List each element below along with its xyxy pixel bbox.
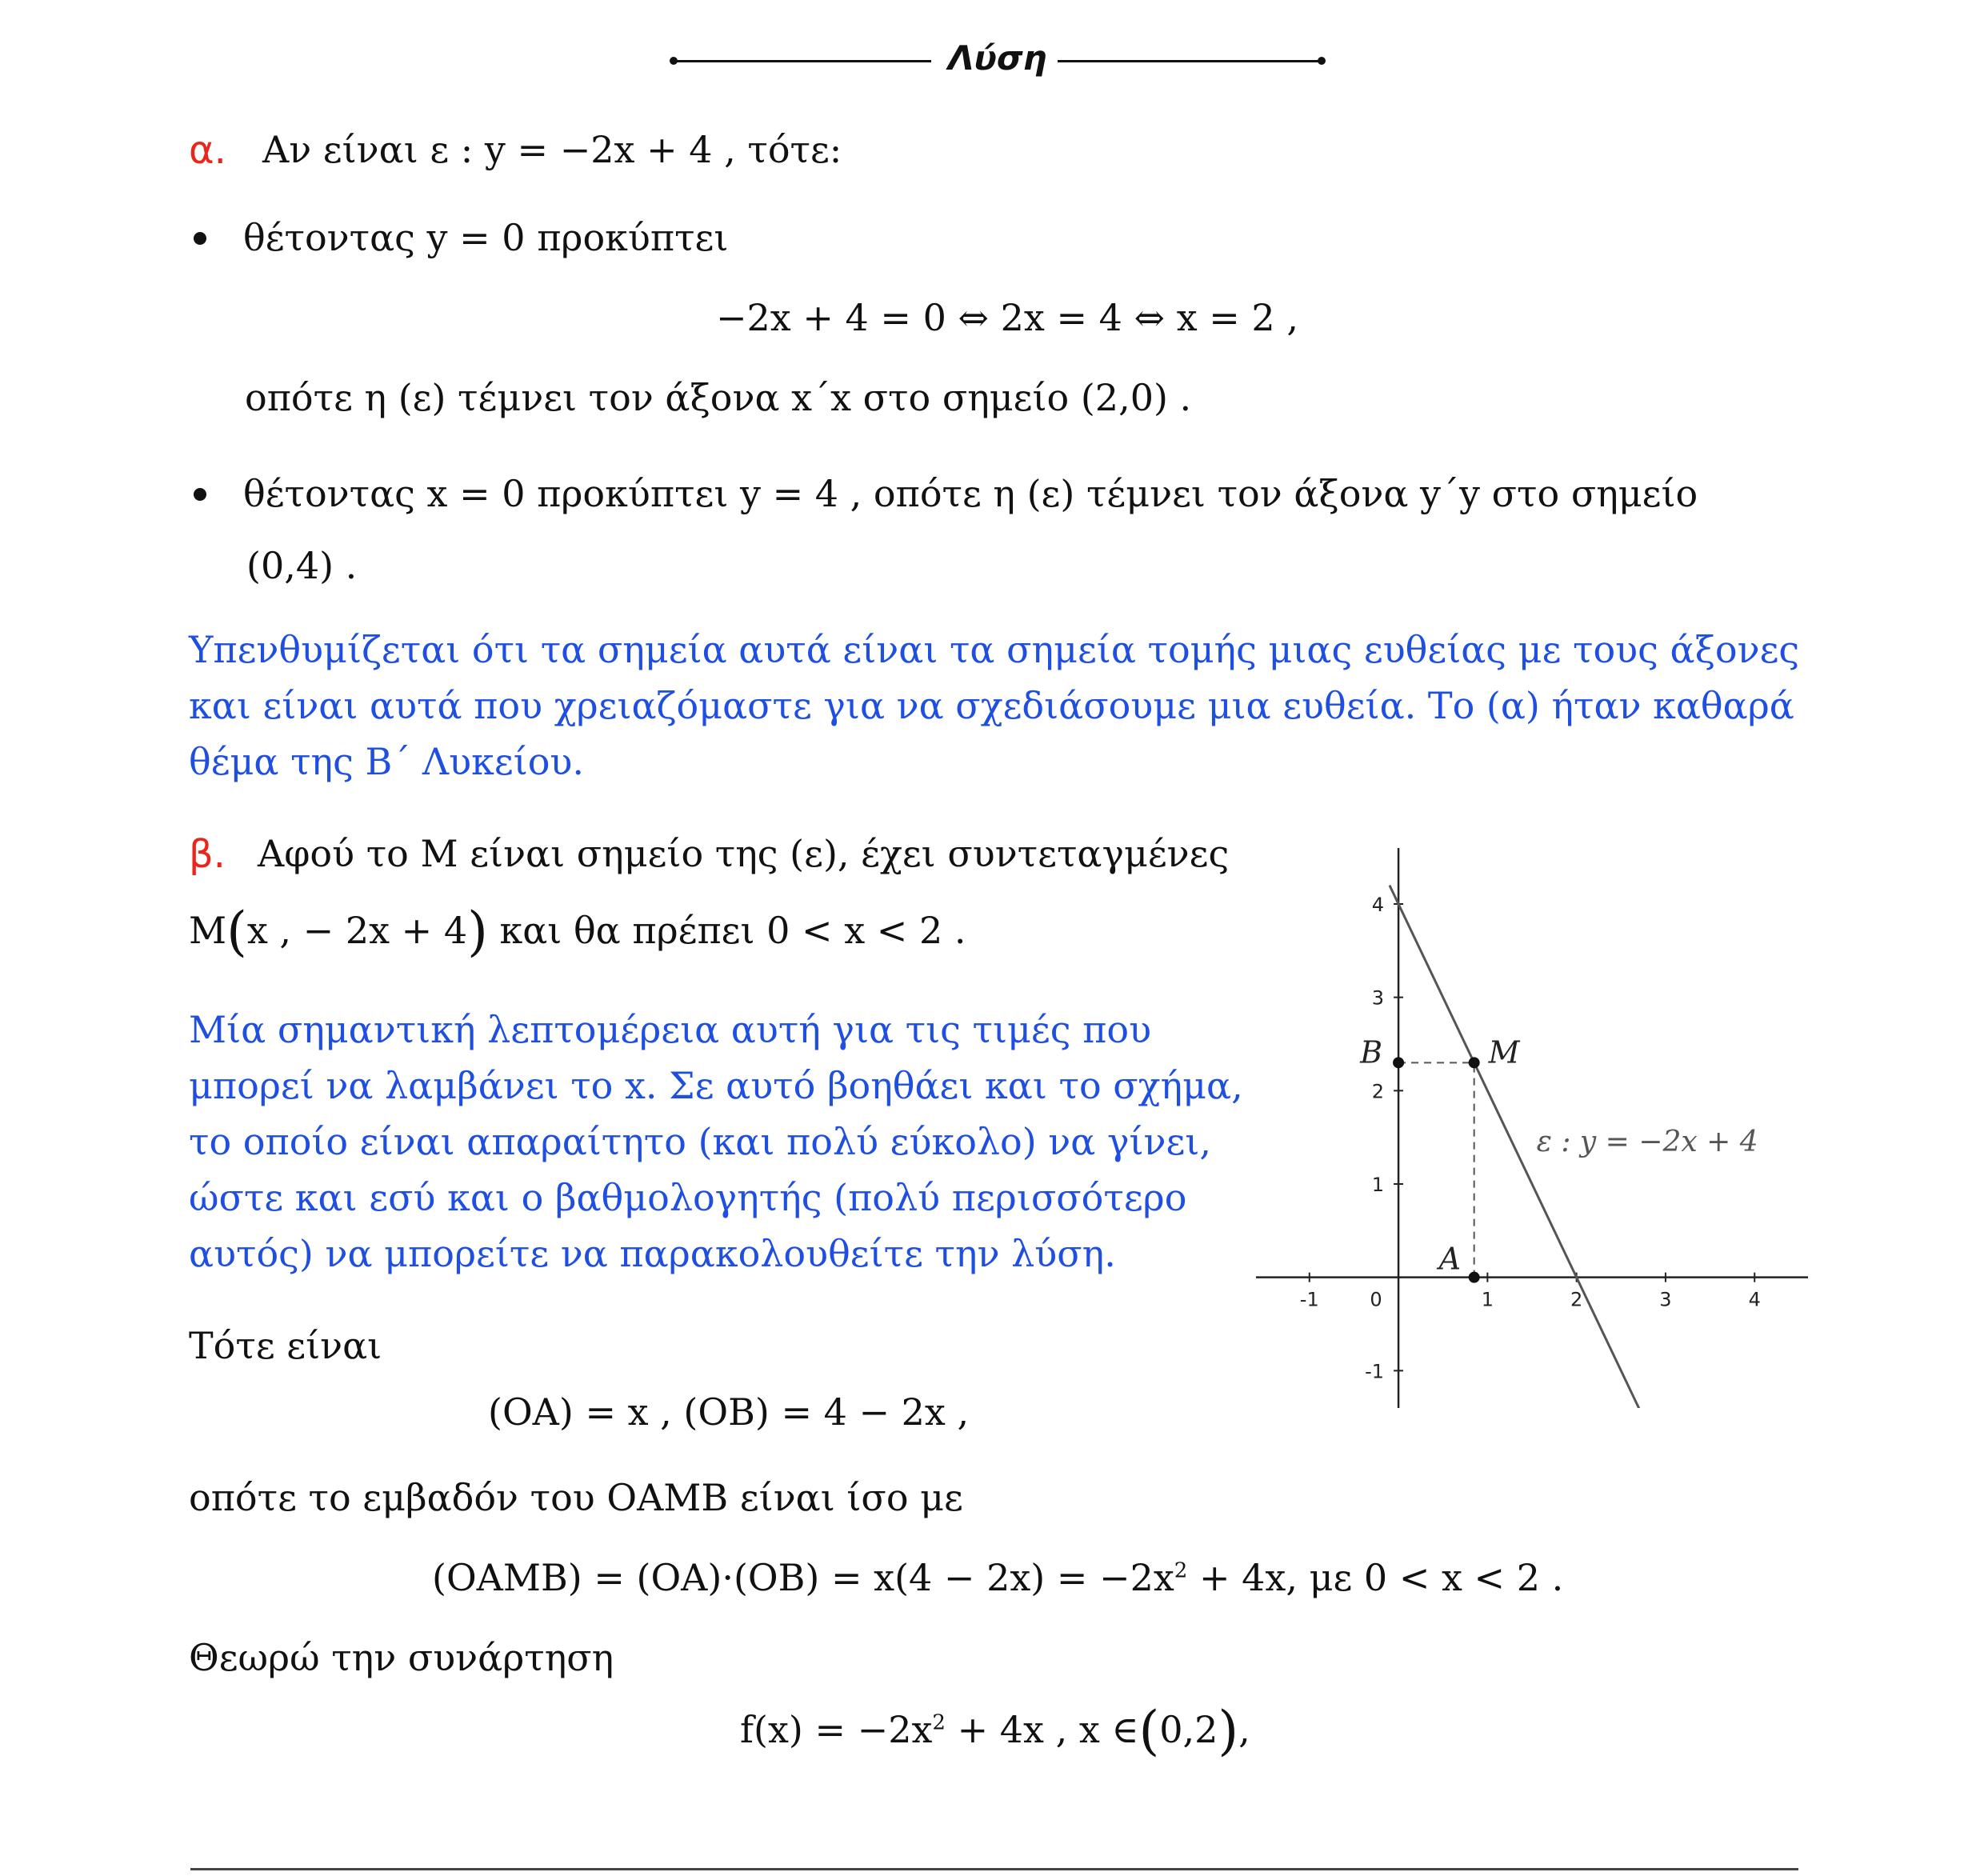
y-tick-label: -1 <box>1365 1360 1385 1383</box>
header-right-rule <box>1058 60 1322 62</box>
footer-rule <box>190 1868 1798 1870</box>
point-m-label: M <box>189 909 227 952</box>
line-graph <box>1256 848 1808 1408</box>
then-text: Τότε είναι <box>189 1324 382 1367</box>
area-equation: (OAMB) = $(OA)\cdot(OB) = x(4 - 2x) = -2x^2 + 4x$, με 0 < x < 2 . <box>432 1556 1564 1599</box>
x-tick-label: 1 <box>1481 1288 1494 1311</box>
point-label-b: B <box>1360 1034 1383 1070</box>
x-tick-label: 2 <box>1570 1288 1583 1311</box>
consider-text: Θεωρώ την συνάρτηση <box>189 1636 614 1679</box>
x-tick-label: -1 <box>1299 1288 1319 1311</box>
point-a <box>1469 1272 1480 1283</box>
guide-lines <box>1398 1062 1474 1277</box>
bullet2-text: θέτοντας x = 0 προκύπτει y = 4 , οπότε η (ε) τέμνει τον άξονα y΄y στο σημείο <box>243 472 1698 515</box>
bullet-icon <box>194 232 206 245</box>
part-b-line2: M(x , − 2x + 4) και θα πρέπει 0 < x < 2 . <box>189 901 966 962</box>
line-label: ε : y = −2x + 4 <box>1536 1126 1758 1159</box>
x-tick-label: 4 <box>1748 1288 1761 1311</box>
function-definition: $f(x) = -2x^2 + 4x$ , x ∈(0,2), <box>740 1700 1250 1762</box>
part-a-intro: Αν είναι ε : y = −2x + 4 , τότε: <box>262 128 842 171</box>
bullet1-equation: −2x + 4 = 0 ⇔ 2x = 4 ⇔ x = 2 , <box>716 296 1298 339</box>
part-b-note-line: Μία σημαντική λεπτομέρεια αυτή για τις τιμές που <box>189 1008 1152 1051</box>
point-m <box>1469 1057 1480 1068</box>
part-b-marker: β. <box>189 832 226 877</box>
area-intro: οπότε το εμβαδόν του OAMB είναι ίσο με <box>189 1476 963 1519</box>
y-tick-label: 4 <box>1371 894 1385 916</box>
part-b-line1: Αφού το Μ είναι σημείο της (ε), έχει συντεταγμένες <box>258 832 1230 875</box>
part-a-note-line: και είναι αυτά που χρειαζόμαστε για να σχεδιάσουμε μια ευθεία. Το (α) ήταν καθαρά <box>189 684 1794 727</box>
header-title: Λύση <box>948 38 1047 78</box>
point-label-m: M <box>1488 1034 1520 1070</box>
point-label-a: A <box>1438 1241 1462 1277</box>
part-b-condition: και θα πρέπει 0 < x < 2 . <box>499 909 966 952</box>
x-tick-label: 3 <box>1659 1288 1672 1311</box>
bullet1-conclusion: οπότε η (ε) τέμνει τον άξονα x΄x στο σημείο (2,0) . <box>245 376 1192 419</box>
part-a-note-line: Υπενθυμίζεται ότι τα σημεία αυτά είναι τα σημεία τομής μιας ευθείας με τους άξονες <box>189 628 1800 671</box>
part-b-note-line: το οποίο είναι απαραίτητο (και πολύ εύκολο) να γίνει, <box>189 1120 1211 1163</box>
part-b-note-line: μπορεί να λαμβάνει το x. Σε αυτό βοηθάει και το σχήμα, <box>189 1064 1243 1107</box>
bullet2-point: (0,4) . <box>246 544 358 587</box>
bullet1-text: θέτοντας y = 0 προκύπτει <box>243 216 729 259</box>
points <box>1359 1034 1521 1282</box>
x-tick-label: 0 <box>1370 1288 1382 1311</box>
part-b-note-line: αυτός) να μπορείτε να παρακολουθείτε την λύση. <box>189 1232 1116 1275</box>
point-m-coords: x , − 2x + 4 <box>246 909 468 952</box>
y-tick-label: 3 <box>1371 986 1385 1010</box>
y-tick-label: 1 <box>1371 1174 1385 1196</box>
bullet-icon <box>194 488 206 501</box>
part-a-marker: α. <box>189 128 226 173</box>
point-b <box>1393 1057 1404 1068</box>
y-tick-label: 2 <box>1371 1080 1385 1103</box>
header-left-rule <box>674 60 931 62</box>
part-a-note-line: θέμα της Β΄ Λυκείου. <box>189 740 585 783</box>
header-right-dot <box>1318 57 1326 65</box>
lengths-equation: (OA) = x , (OB) = 4 − 2x , <box>488 1390 970 1434</box>
part-b-note-line: ώστε και εσύ και ο βαθμολογητής (πολύ περισσότερο <box>189 1176 1187 1219</box>
